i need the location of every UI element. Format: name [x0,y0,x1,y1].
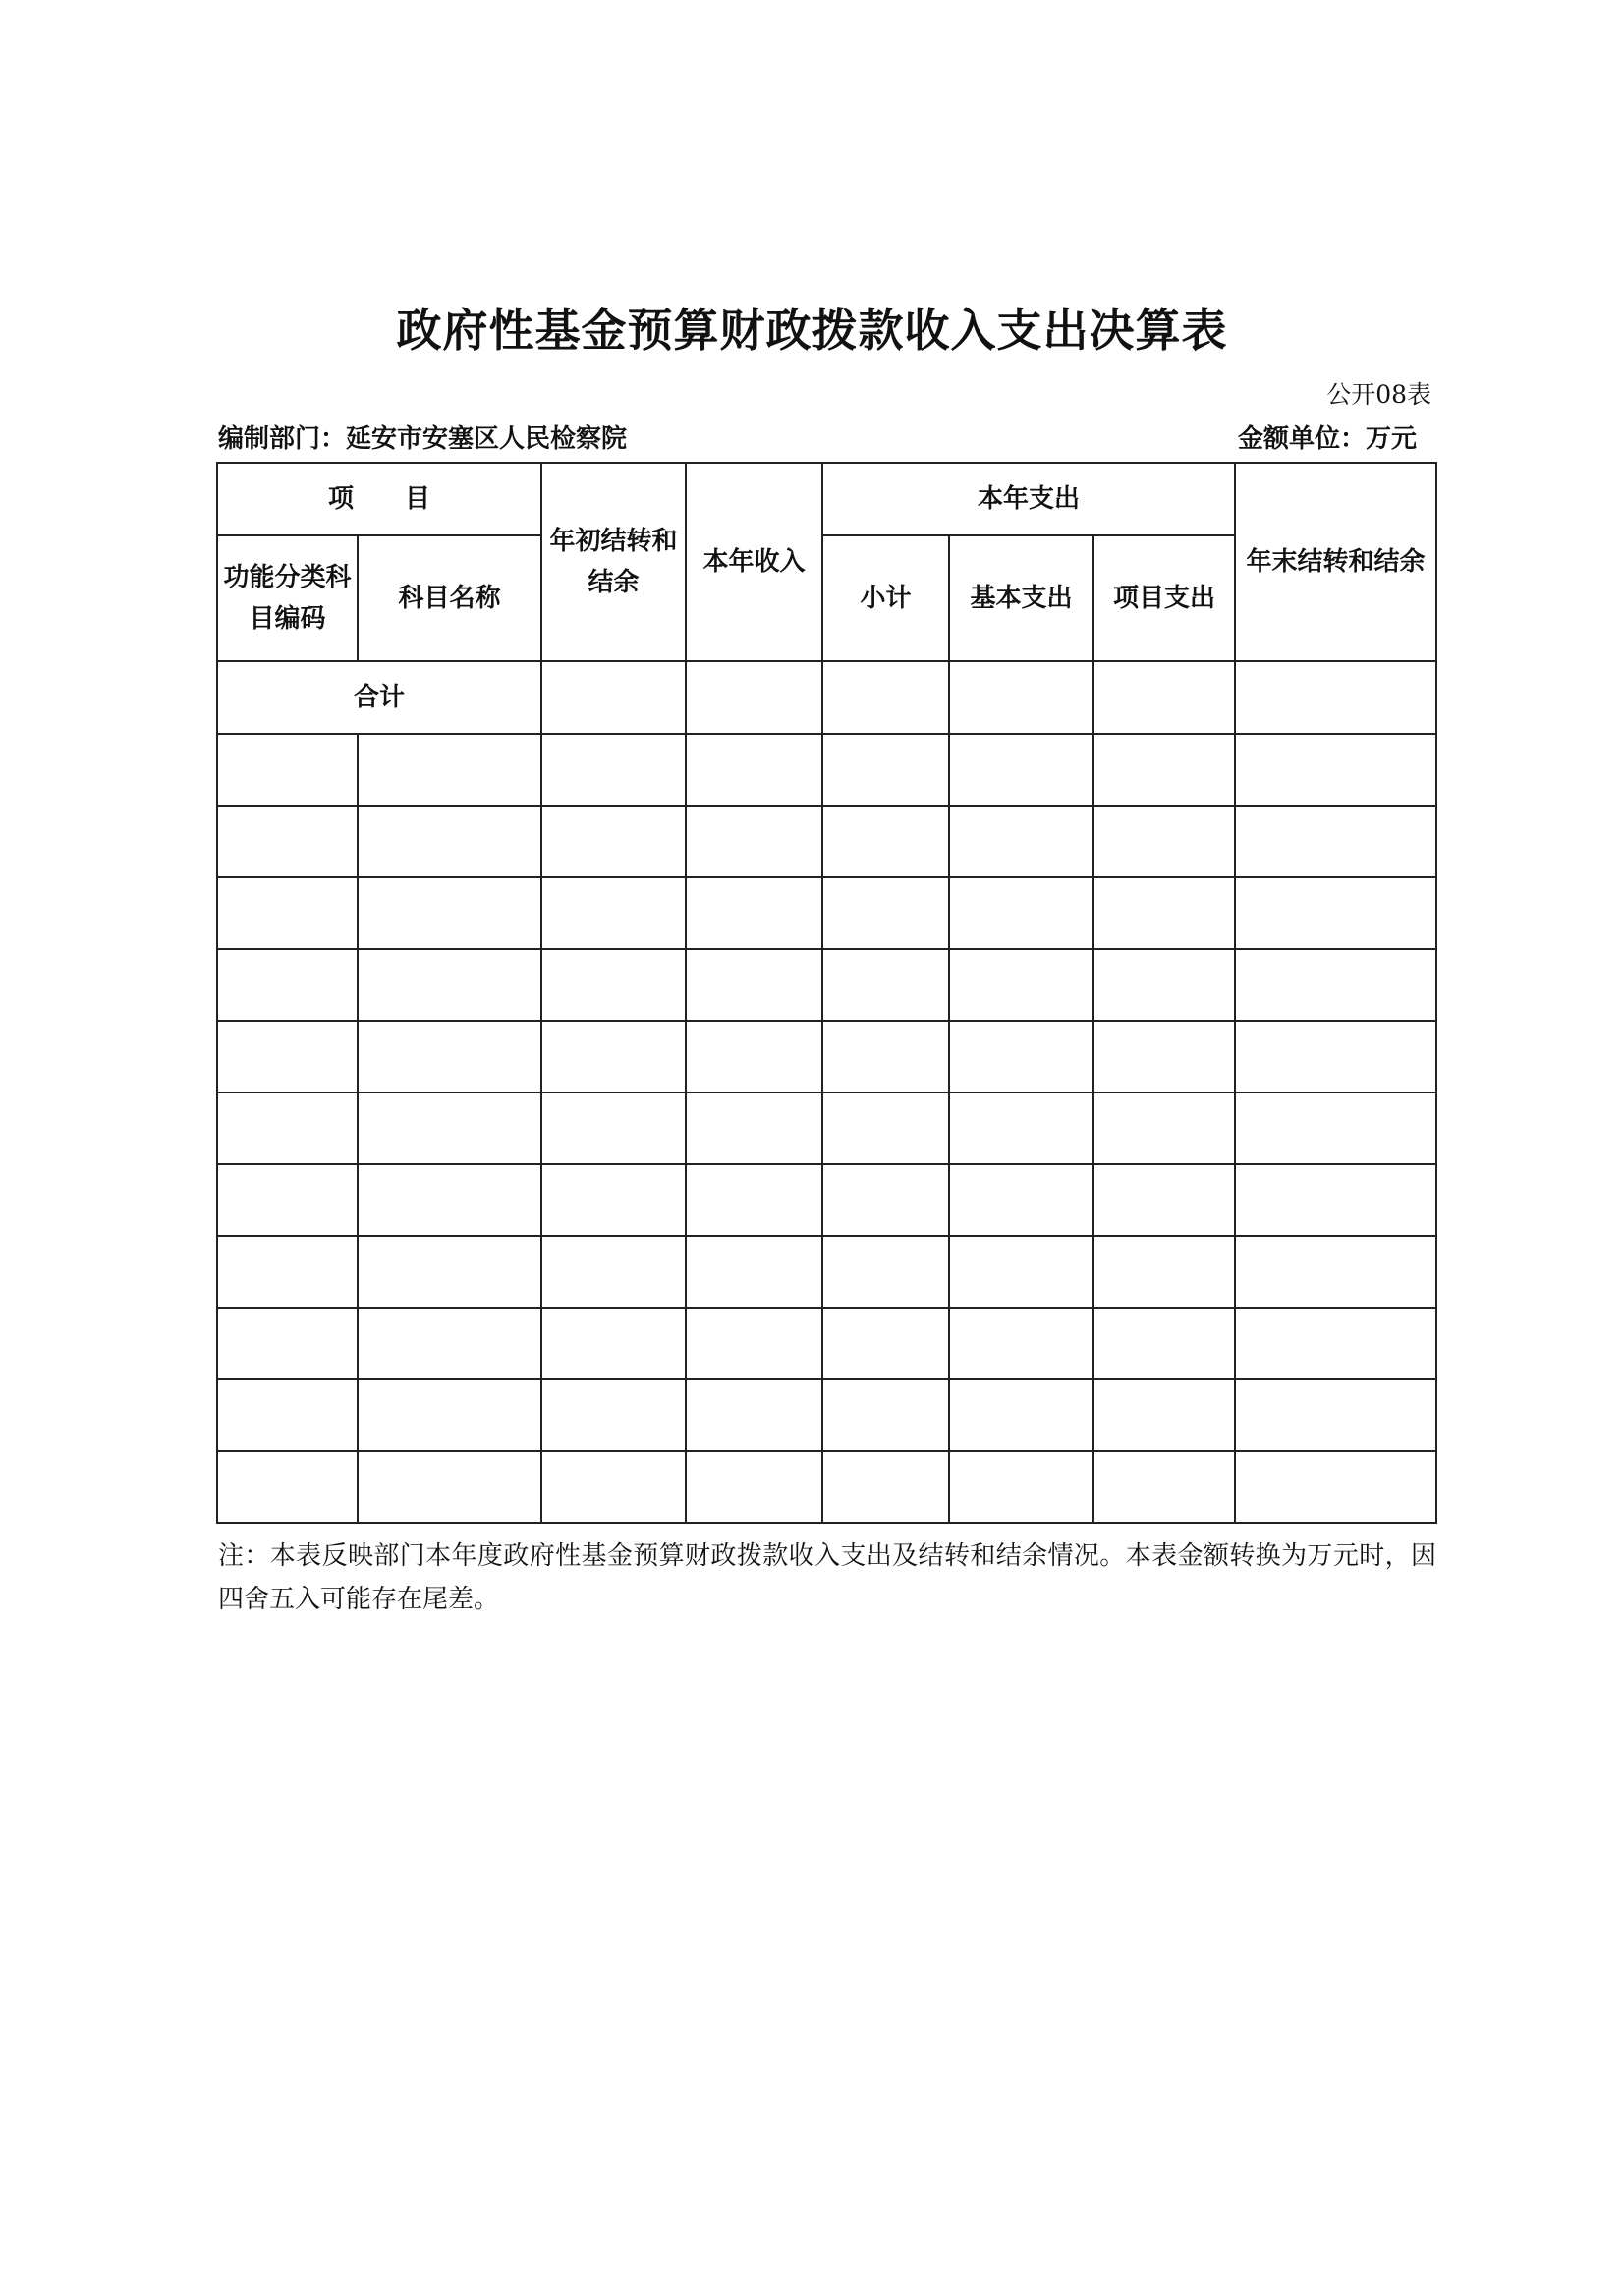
table-row [217,1092,1436,1164]
table-cell [822,1308,949,1379]
table-cell [1093,1021,1235,1092]
table-cell [686,806,822,877]
table-cell [822,877,949,949]
table-cell [541,1164,686,1236]
table-cell [358,734,541,806]
table-row [217,1236,1436,1308]
table-cell [1235,949,1436,1021]
table-row [217,949,1436,1021]
table-cell [358,949,541,1021]
table-cell [358,1092,541,1164]
total-label: 合计 [217,661,541,734]
table-cell [217,806,358,877]
table-cell [822,661,949,734]
table-cell [686,1308,822,1379]
table-row [217,1308,1436,1379]
table-row [217,1164,1436,1236]
table-cell [949,806,1093,877]
table-cell [358,806,541,877]
table-cell [686,877,822,949]
table-cell [541,1451,686,1523]
header-ending-balance: 年末结转和结余 [1235,463,1436,661]
table-cell [541,877,686,949]
table-cell [1235,1164,1436,1236]
table-cell [358,877,541,949]
table-cell [949,1451,1093,1523]
table-cell [541,1092,686,1164]
table-cell [949,1379,1093,1451]
table-cell [541,1021,686,1092]
table-cell [358,1236,541,1308]
table-cell [1235,806,1436,877]
table-cell [541,734,686,806]
header-expenditure: 本年支出 [822,463,1235,535]
table-cell [1093,1379,1235,1451]
header-income: 本年收入 [686,463,822,661]
header-subtotal: 小计 [822,535,949,661]
table-row [217,1021,1436,1092]
table-cell [686,661,822,734]
table-cell [1093,734,1235,806]
table-cell [1235,1236,1436,1308]
table-cell [358,1308,541,1379]
table-cell [358,1164,541,1236]
table-cell [217,1092,358,1164]
table-cell [1093,1451,1235,1523]
table-cell [217,949,358,1021]
header-func-code: 功能分类科目编码 [217,535,358,661]
table-cell [217,1164,358,1236]
meta-row [218,421,1417,457]
table-cell [822,1236,949,1308]
table-cell [1093,1164,1235,1236]
table-cell [686,1379,822,1451]
header-item: 项 目 [217,463,541,535]
table-cell [949,1236,1093,1308]
table-cell [949,877,1093,949]
table-cell [686,1164,822,1236]
table-cell [1093,949,1235,1021]
table-cell [822,949,949,1021]
table-cell [686,1021,822,1092]
table-cell [1093,661,1235,734]
table-cell [686,949,822,1021]
table-cell [358,1021,541,1092]
header-beginning-balance: 年初结转和结余 [541,463,686,661]
table-cell [1093,806,1235,877]
table-cell [1235,1379,1436,1451]
table-cell [822,1379,949,1451]
table-cell [358,1379,541,1451]
table-cell [686,1092,822,1164]
table-cell [822,1092,949,1164]
table-cell [822,806,949,877]
header-project-exp: 项目支出 [1093,535,1235,661]
table-cell [949,661,1093,734]
table-cell [686,1236,822,1308]
table-cell [949,949,1093,1021]
table-cell [822,1021,949,1092]
header-subject-name: 科目名称 [358,535,541,661]
table-cell [1235,734,1436,806]
page-title: 政府性基金预算财政拨款收入支出决算表 [396,304,1228,357]
table-cell [217,1236,358,1308]
table-cell [1235,1308,1436,1379]
table-cell [358,1451,541,1523]
budget-table [216,462,1437,1524]
table-cell [217,1308,358,1379]
table-cell [822,1451,949,1523]
header-basic-exp: 基本支出 [949,535,1093,661]
table-cell [217,734,358,806]
department-label: 编制部门：延安市安塞区人民检察院 [218,424,628,454]
table-cell [1093,1092,1235,1164]
table-row [217,1379,1436,1451]
table-cell [541,1236,686,1308]
table-cell [541,806,686,877]
table-cell [686,1451,822,1523]
table-cell [217,1021,358,1092]
total-row [217,661,1436,734]
table-cell [1093,877,1235,949]
table-row [217,877,1436,949]
table-cell [1235,661,1436,734]
unit-label: 金额单位：万元 [1237,424,1417,454]
table-cell [686,734,822,806]
table-row [217,1451,1436,1523]
table-cell [217,1379,358,1451]
table-cell [541,661,686,734]
footnote: 注：本表反映部门本年度政府性基金预算财政拨款收入支出及结转和结余情况。本表金额转换为万元时，因四舍五入可能存在尾差。 [218,1541,1436,1614]
form-number: 公开08表 [1326,380,1431,409]
table-cell [541,949,686,1021]
table-cell [949,734,1093,806]
table-cell [949,1021,1093,1092]
table-cell [1235,1092,1436,1164]
table-row [217,734,1436,806]
table-row [217,806,1436,877]
table-cell [541,1379,686,1451]
table-cell [541,1308,686,1379]
table-cell [1093,1236,1235,1308]
table-cell [949,1308,1093,1379]
table-cell [217,1451,358,1523]
table-cell [1235,1021,1436,1092]
table-cell [217,877,358,949]
table-cell [1093,1308,1235,1379]
table-body [217,734,1436,1523]
table-cell [949,1092,1093,1164]
table-cell [822,734,949,806]
table-cell [1235,1451,1436,1523]
table-cell [822,1164,949,1236]
table-cell [1235,877,1436,949]
table-cell [949,1164,1093,1236]
